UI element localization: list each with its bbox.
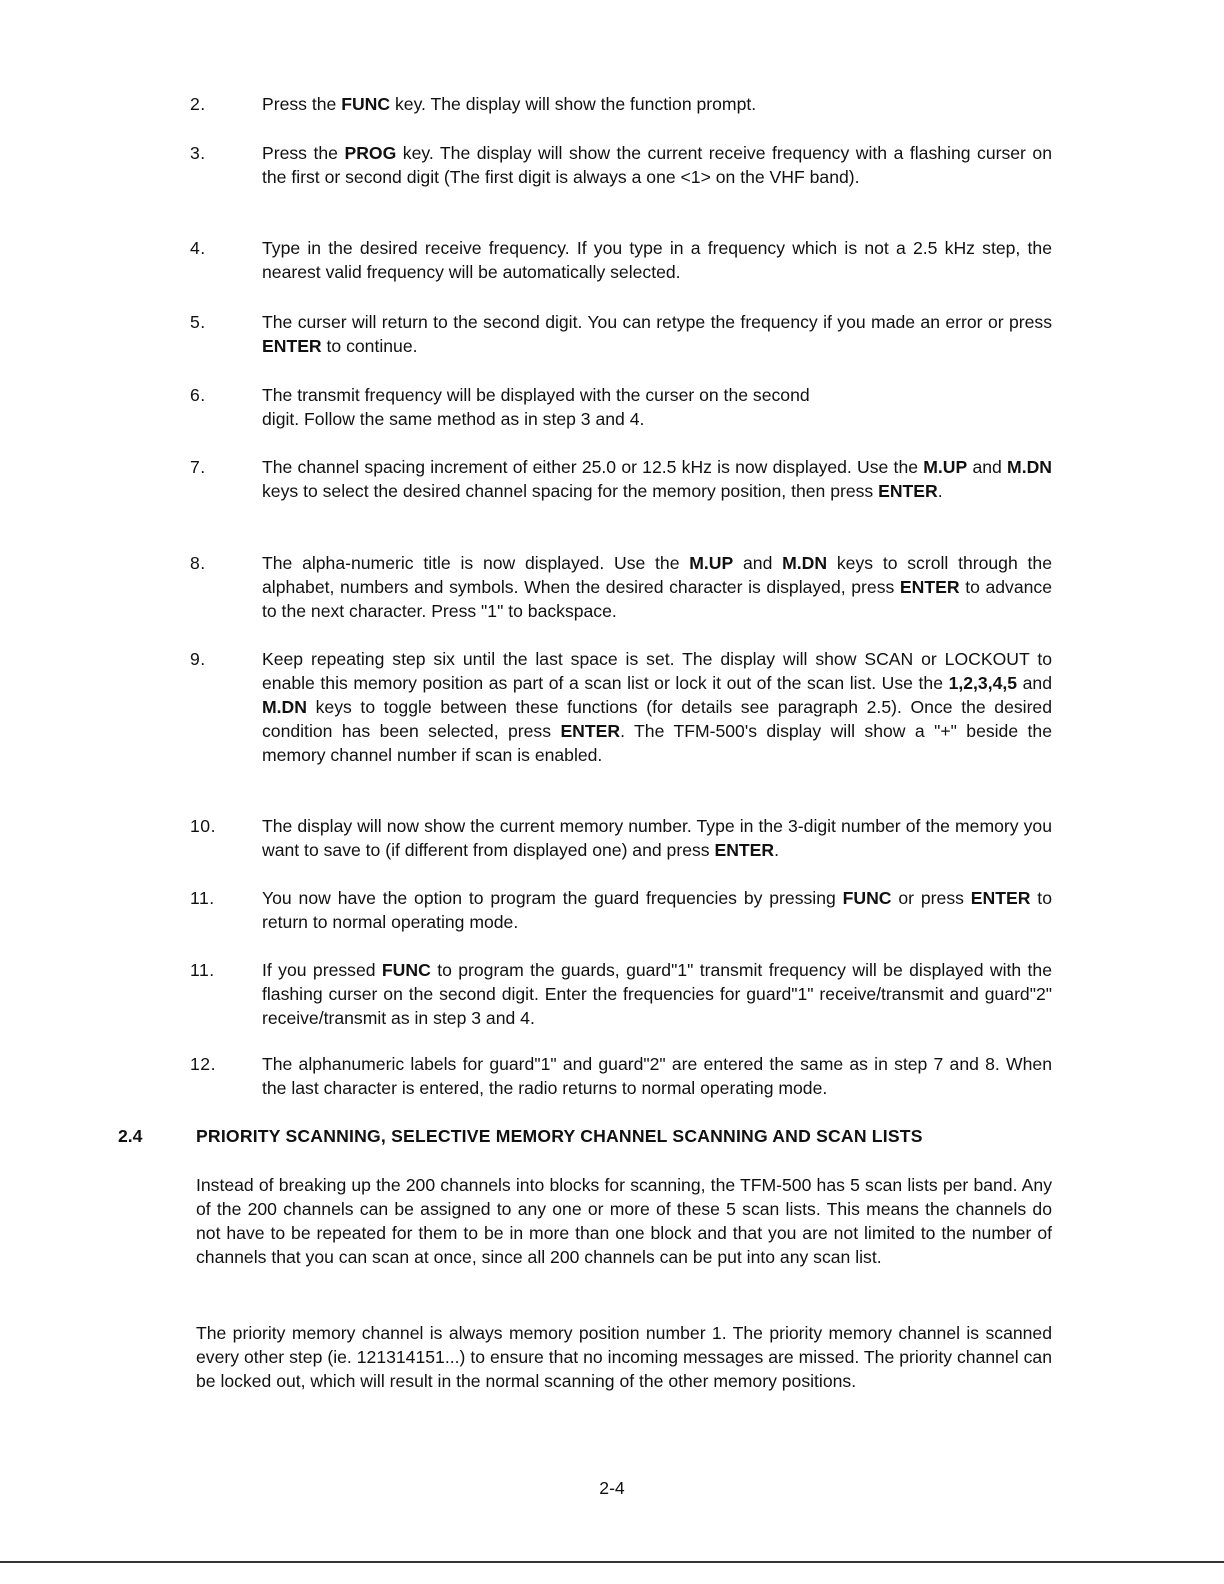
step-text: Keep repeating step six until the last space is set. The display will show SCAN or LOCKOUT to enable this memory position as part of a scan list or lock it out of the scan list. Use the 1,2,3,4,5 and M.DN keys to toggle between these functions (for details see paragraph 2.5). Once the desired condition has been selected, press ENTER. The TFM-500's display will show a "+" beside the memory channel number if scan is enabled. <box>262 649 1052 765</box>
step-number: 12. <box>190 1054 216 1074</box>
section-title: PRIORITY SCANNING, SELECTIVE MEMORY CHANNEL SCANNING AND SCAN LISTS <box>196 1126 923 1146</box>
bottom-rule <box>0 1561 1224 1563</box>
paragraph-scan-lists: Instead of breaking up the 200 channels into blocks for scanning, the TFM-500 has 5 scan lists per band. Any of the 200 channels can be assigned to any one or more of these 5 scan lists. This means the channels do not have to be repeated for them to be in more than one block and that you are not limited to the number of channels that you can scan at once, since all 200 channels can be put into any scan list. <box>196 1175 1052 1267</box>
step-number: 10. <box>190 816 216 836</box>
step-text: The alpha-numeric title is now displayed. Use the M.UP and M.DN keys to scroll through the alphabet, numbers and symbols. When the desired character is displayed, press ENTER to advance to the next character. Press "1" to backspace. <box>262 553 1053 621</box>
page-number: 2-4 <box>599 1478 625 1498</box>
step-text: Press the PROG key. The display will show the current receive frequency with a flashing curser on the first or second digit (The first digit is always a one <1> on the VHF band). <box>262 143 1052 187</box>
step-number: 9. <box>190 649 206 669</box>
step-number: 6. <box>190 385 206 405</box>
step-number: 11. <box>190 960 215 980</box>
paragraph-priority-channel: The priority memory channel is always memory position number 1. The priority memory channel is scanned every other step (ie. 121314151...) to ensure that no incoming messages are missed. The priority channel can be locked out, which will result in the normal scanning of the other memory positions. <box>196 1323 1052 1391</box>
step-number: 5. <box>190 312 206 332</box>
step-text: Press the FUNC key. The display will show the function prompt. <box>262 94 757 114</box>
step-text: The display will now show the current memory number. Type in the 3-digit number of the memory you want to save to (if different from displayed one) and press ENTER. <box>262 816 1052 860</box>
step-text: You now have the option to program the guard frequencies by pressing FUNC or press ENTER to return to normal operating mode. <box>262 888 1052 932</box>
step-number: 3. <box>190 143 206 163</box>
step-text: The transmit frequency will be displayed with the curser on the second digit. Follow the same method as in step 3 and 4. <box>262 385 810 429</box>
step-number: 8. <box>190 553 206 573</box>
section-number: 2.4 <box>118 1126 143 1146</box>
step-number: 7. <box>190 457 206 477</box>
step-number: 2. <box>190 94 206 114</box>
step-text: The curser will return to the second digit. You can retype the frequency if you made an error or press ENTER to continue. <box>262 312 1052 356</box>
step-number: 11. <box>190 888 215 908</box>
step-text: If you pressed FUNC to program the guards, guard"1" transmit frequency will be displayed with the flashing curser on the second digit. Enter the frequencies for guard"1" receive/transmit and guard"2" receive/transmit as in step 3 and 4. <box>262 960 1053 1028</box>
step-text: The alphanumeric labels for guard"1" and guard"2" are entered the same as in step 7 and 8. When the last character is entered, the radio returns to normal operating mode. <box>262 1054 1052 1098</box>
step-text: The channel spacing increment of either 25.0 or 12.5 kHz is now displayed. Use the M.UP and M.DN keys to select the desired channel spacing for the memory position, then press ENTER. <box>262 457 1053 501</box>
step-number: 4. <box>190 238 206 258</box>
step-text: Type in the desired receive frequency. If you type in a frequency which is not a 2.5 kHz step, the nearest valid frequency will be automatically selected. <box>262 238 1052 282</box>
